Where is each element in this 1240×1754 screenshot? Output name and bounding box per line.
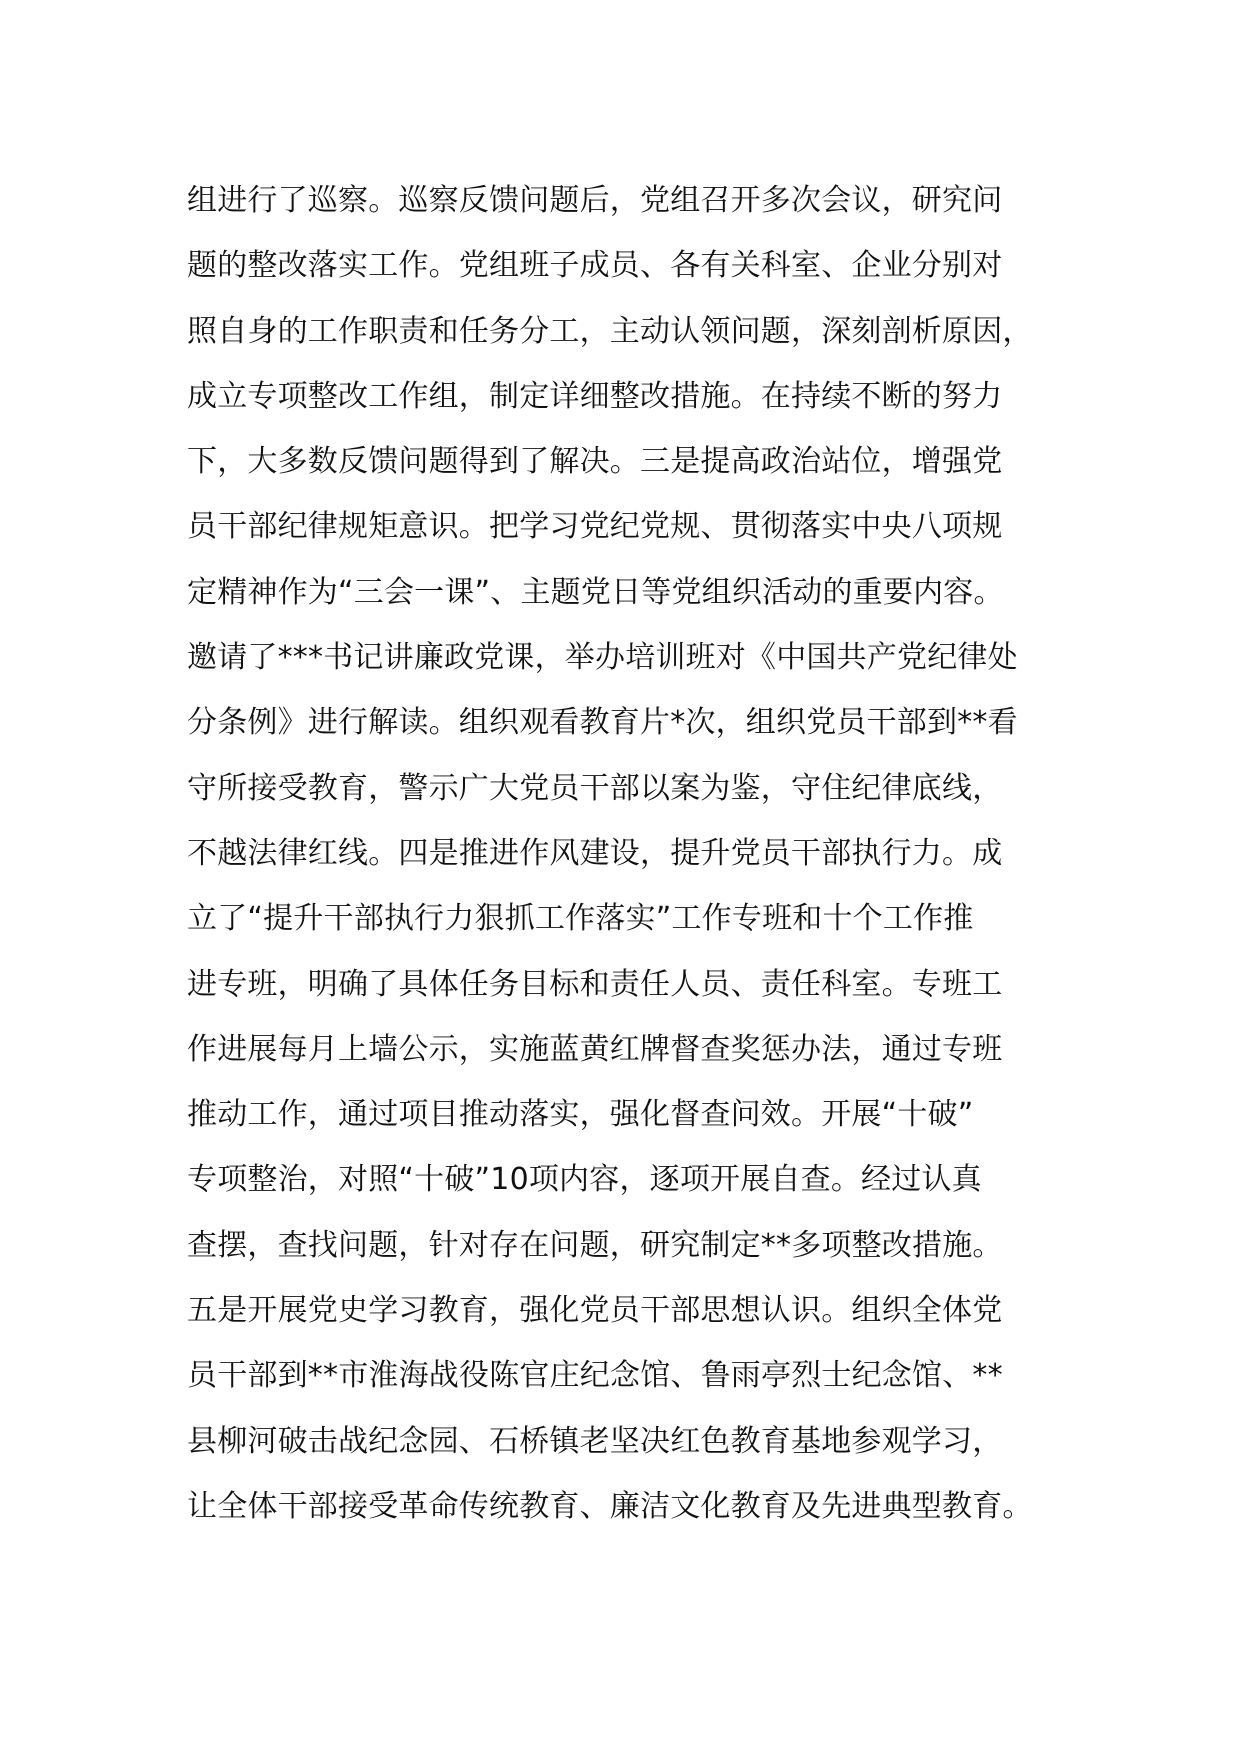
text-line: 题的整改落实工作。党组班子成员、各有关科室、企业分别对 bbox=[187, 248, 1003, 284]
text-line: 作进展每月上墙公示，实施蓝黄红牌督查奖惩办法，通过专班 bbox=[187, 1031, 1003, 1067]
text-line: 专项整治，对照“十破”10项内容，逐项开展自查。经过认真 bbox=[187, 1162, 982, 1198]
text-line: 照自身的工作职责和任务分工，主动认领问题，深刻剖析原因， bbox=[187, 313, 1033, 349]
text-line: 查摆，查找问题，针对存在问题，研究制定**多项整改措施。 bbox=[187, 1227, 1003, 1263]
text-line: 立了“提升干部执行力狠抓工作落实”工作专班和十个工作推 bbox=[187, 901, 974, 937]
text-line: 邀请了***书记讲廉政党课，举办培训班对《中国共产党纪律处 bbox=[187, 640, 1018, 676]
text-line: 推动工作，通过项目推动落实，强化督查问效。开展“十破” bbox=[187, 1097, 974, 1133]
text-line: 定精神作为“三会一课”、主题党日等党组织活动的重要内容。 bbox=[187, 574, 1004, 610]
text-line: 不越法律红线。四是推进作风建设，提升党员干部执行力。成 bbox=[187, 835, 1003, 871]
text-line: 员干部纪律规矩意识。把学习党纪党规、贯彻落实中央八项规 bbox=[187, 509, 1003, 545]
text-line: 进专班，明确了具体任务目标和责任人员、责任科室。专班工 bbox=[187, 966, 1003, 1002]
text-line: 分条例》进行解读。组织观看教育片*次，组织党员干部到**看 bbox=[187, 705, 1018, 741]
text-line: 五是开展党史学习教育，强化党员干部思想认识。组织全体党 bbox=[187, 1293, 1003, 1329]
text-line: 组进行了巡察。巡察反馈问题后，党组召开多次会议，研究问 bbox=[187, 183, 1003, 218]
body-text bbox=[187, 168, 1087, 1539]
text-line: 让全体干部接受革命传统教育、廉洁文化教育及先进典型教育。 bbox=[187, 1488, 1033, 1524]
text-line: 下，大多数反馈问题得到了解决。三是提高政治站位，增强党 bbox=[187, 444, 1003, 480]
text-line: 员干部到**市淮海战役陈官庄纪念馆、鲁雨亭烈士纪念馆、** bbox=[187, 1358, 1003, 1394]
text-line: 成立专项整改工作组，制定详细整改措施。在持续不断的努力 bbox=[187, 378, 1003, 414]
text-line: 守所接受教育，警示广大党员干部以案为鉴，守住纪律底线， bbox=[187, 770, 1003, 806]
text-line: 县柳河破击战纪念园、石桥镇老坚决红色教育基地参观学习， bbox=[187, 1423, 1003, 1459]
